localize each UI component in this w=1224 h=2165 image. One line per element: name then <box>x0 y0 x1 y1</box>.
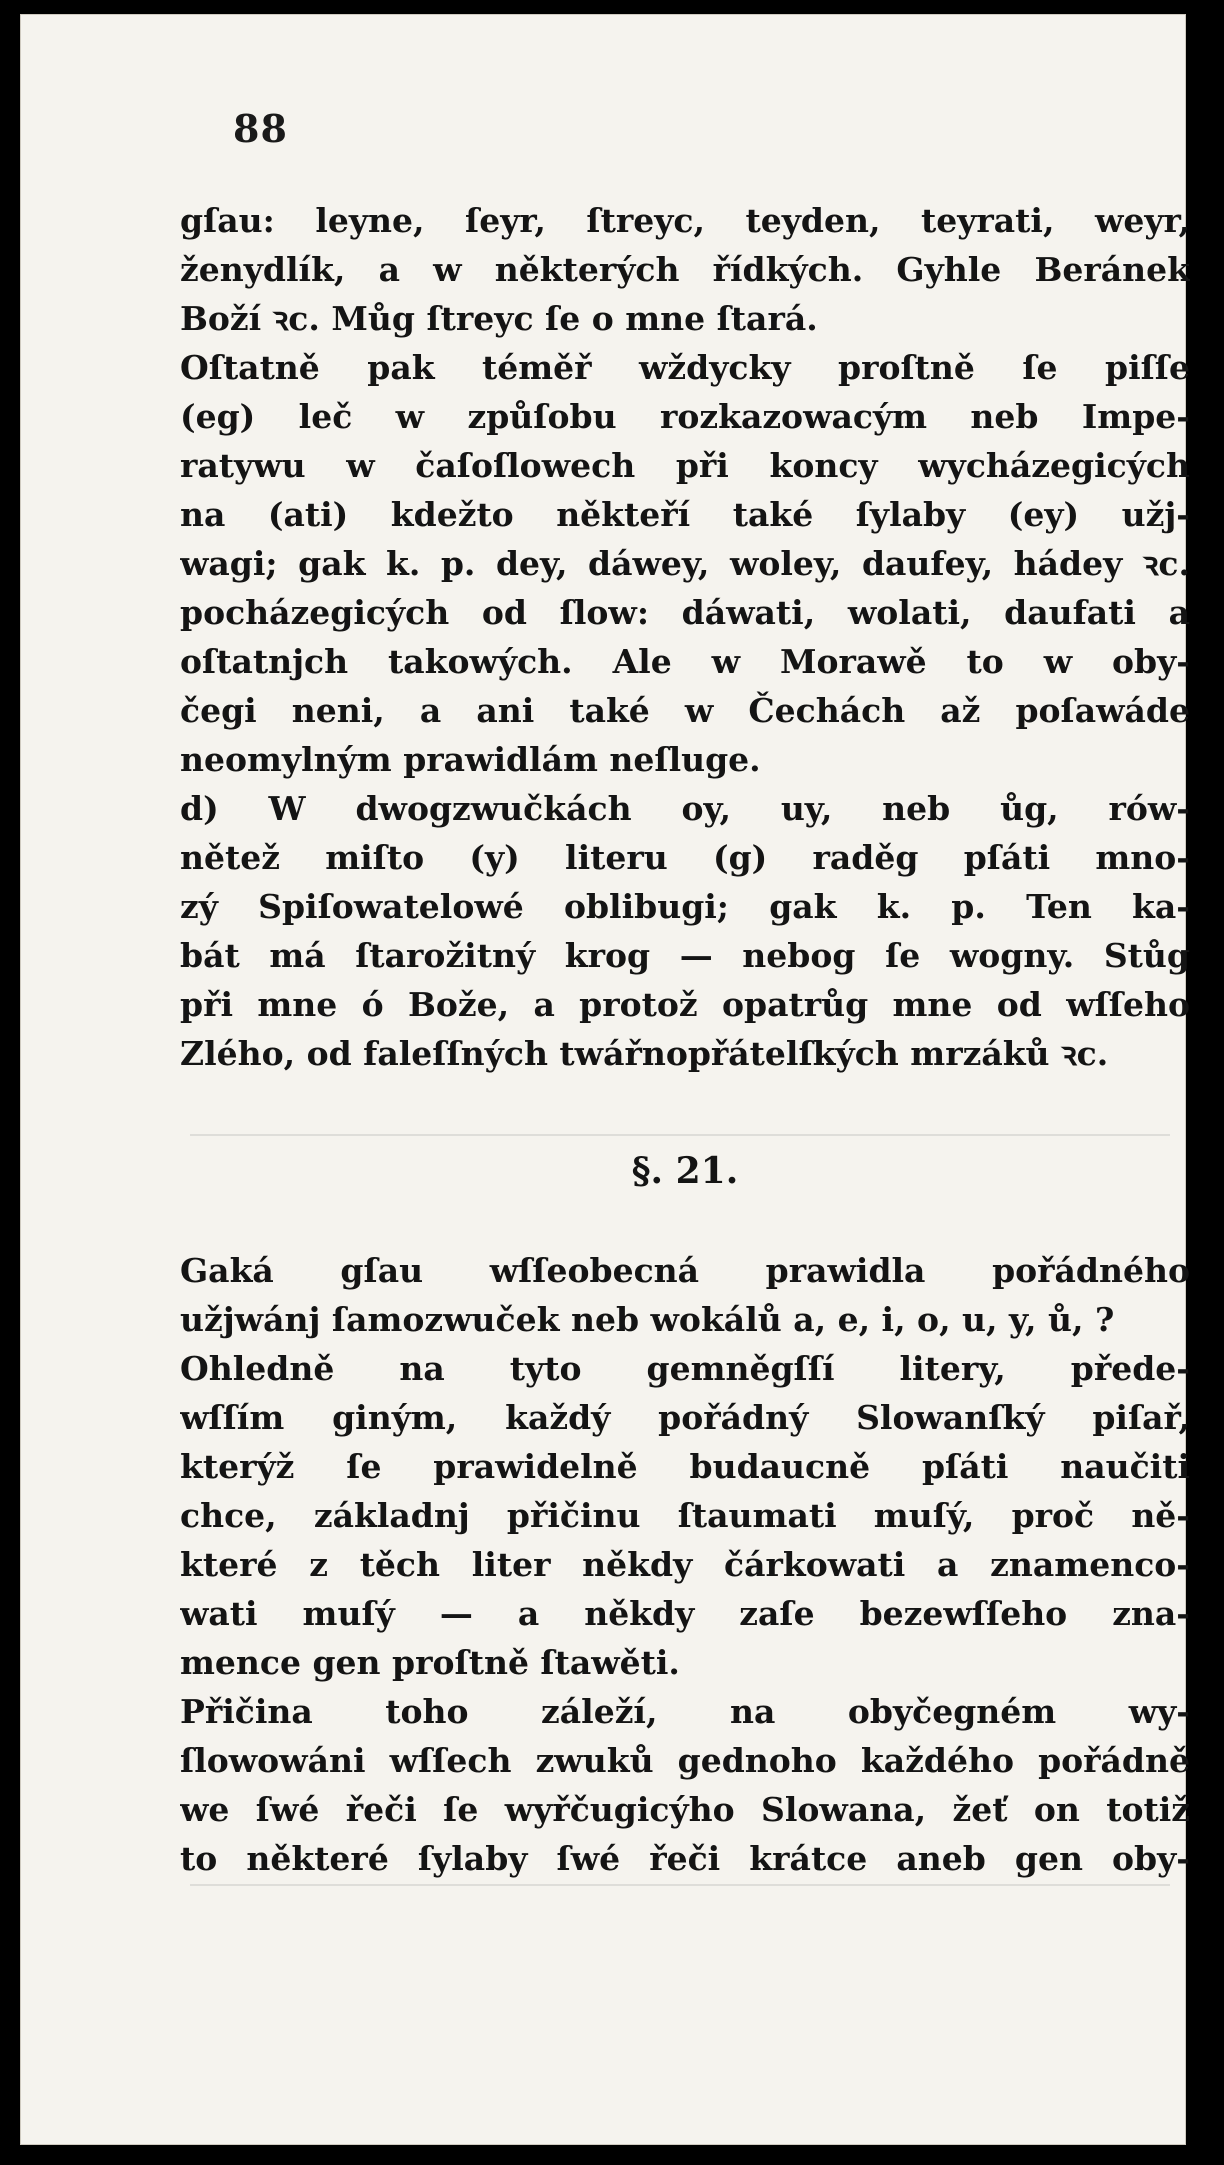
paragraph-4 <box>180 1246 1190 1344</box>
text-line: wſſím giným, každý pořádný Slowanſký piſař, <box>180 1398 1190 1437</box>
body-text <box>180 196 1190 1883</box>
text-line: (eg) leč w způſobu rozkazowacým neb Impe- <box>180 397 1190 436</box>
text-line: při mne ó Bože, a protož opatrůg mne od wſſeho <box>180 985 1190 1024</box>
show-through-mark <box>190 1134 1170 1136</box>
text-line: zý Spiſowatelowé oblibugi; gak k. p. Ten ka- <box>180 887 1190 926</box>
page-number: 88 <box>233 106 288 151</box>
text-line: Boží ꝛc. Můg ſtreyc ſe o mne ſtará. <box>180 299 818 338</box>
text-line: gſau: leyne, ſeyr, ſtreyc, teyden, teyrati, weyr, <box>180 201 1190 240</box>
text-line: čegi neni, a ani také w Čechách až poſawáde <box>180 691 1190 730</box>
paragraph-6 <box>180 1687 1190 1883</box>
text-line: wati muſý — a někdy zaſe bezewſſeho zna- <box>180 1594 1190 1633</box>
section-heading: §. 21. <box>631 1150 739 1192</box>
paragraph-2 <box>180 343 1190 784</box>
text-line: Zlého, od faleſſných twářnopřátelſkých mrzáků ꝛc. <box>180 1034 1109 1073</box>
text-line: Oſtatně pak téměř wždycky proſtně ſe piſſe <box>180 348 1190 387</box>
text-line: Ohledně na tyto gemněgſſí litery, přede- <box>180 1349 1190 1388</box>
text-line: na (ati) kdežto někteří také ſylaby (ey) užj- <box>180 495 1190 534</box>
text-line: we ſwé řeči ſe wyřčugicýho Slowana, žeť on totiž <box>180 1790 1190 1829</box>
text-line: nětež miſto (y) literu (g) raděg pſáti mno- <box>180 838 1190 877</box>
text-line: wagi; gak k. p. dey, dáwey, woley, daufey, hádey ꝛc. <box>180 544 1190 583</box>
paragraph-5 <box>180 1344 1190 1687</box>
show-through-mark <box>190 1884 1170 1886</box>
text-line: ſlowowáni wſſech zwuků gednoho každého pořádně <box>180 1741 1190 1780</box>
text-line: bát má ſtarožitný krog — nebog ſe wogny. Stůg <box>180 936 1190 975</box>
spacer <box>180 1078 1190 1118</box>
text-line: ženydlík, a w některých řídkých. Gyhle Beránek <box>180 250 1190 289</box>
text-line: pocházegicých od ſlow: dáwati, wolati, daufati a <box>180 593 1190 632</box>
text-line: to některé ſylaby ſwé řeči krátce aneb gen oby- <box>180 1839 1190 1878</box>
text-line: chce, základnj přičinu ſtaumati muſý, proč ně- <box>180 1496 1190 1535</box>
text-line: kterýž ſe prawidelně budaucně pſáti naučiti <box>180 1447 1190 1486</box>
text-line: mence gen proſtně ſtawěti. <box>180 1643 680 1682</box>
text-line: d) W dwogzwučkách oy, uy, neb ůg, rów- <box>180 789 1190 828</box>
text-line: oſtatnjch takowých. Ale w Morawě to w oby- <box>180 642 1190 681</box>
text-line: které z těch liter někdy čárkowati a znamenco- <box>180 1545 1190 1584</box>
text-line: Přičina toho záleží, na obyčegném wy- <box>180 1692 1190 1731</box>
text-line: užjwánj ſamozwuček neb wokálů a, e, i, o, u, y, ů, ? <box>180 1300 1115 1339</box>
book-page <box>20 14 1190 2145</box>
paragraph-1 <box>180 196 1190 343</box>
text-line: Gaká gſau wſſeobecná prawidla pořádného <box>180 1251 1190 1290</box>
text-line: neomylným prawidlám neſluge. <box>180 740 761 779</box>
paragraph-3 <box>180 784 1190 1078</box>
spacer <box>180 1224 1190 1246</box>
text-line: ratywu w čaſoſlowech při koncy wycházegicých <box>180 446 1190 485</box>
